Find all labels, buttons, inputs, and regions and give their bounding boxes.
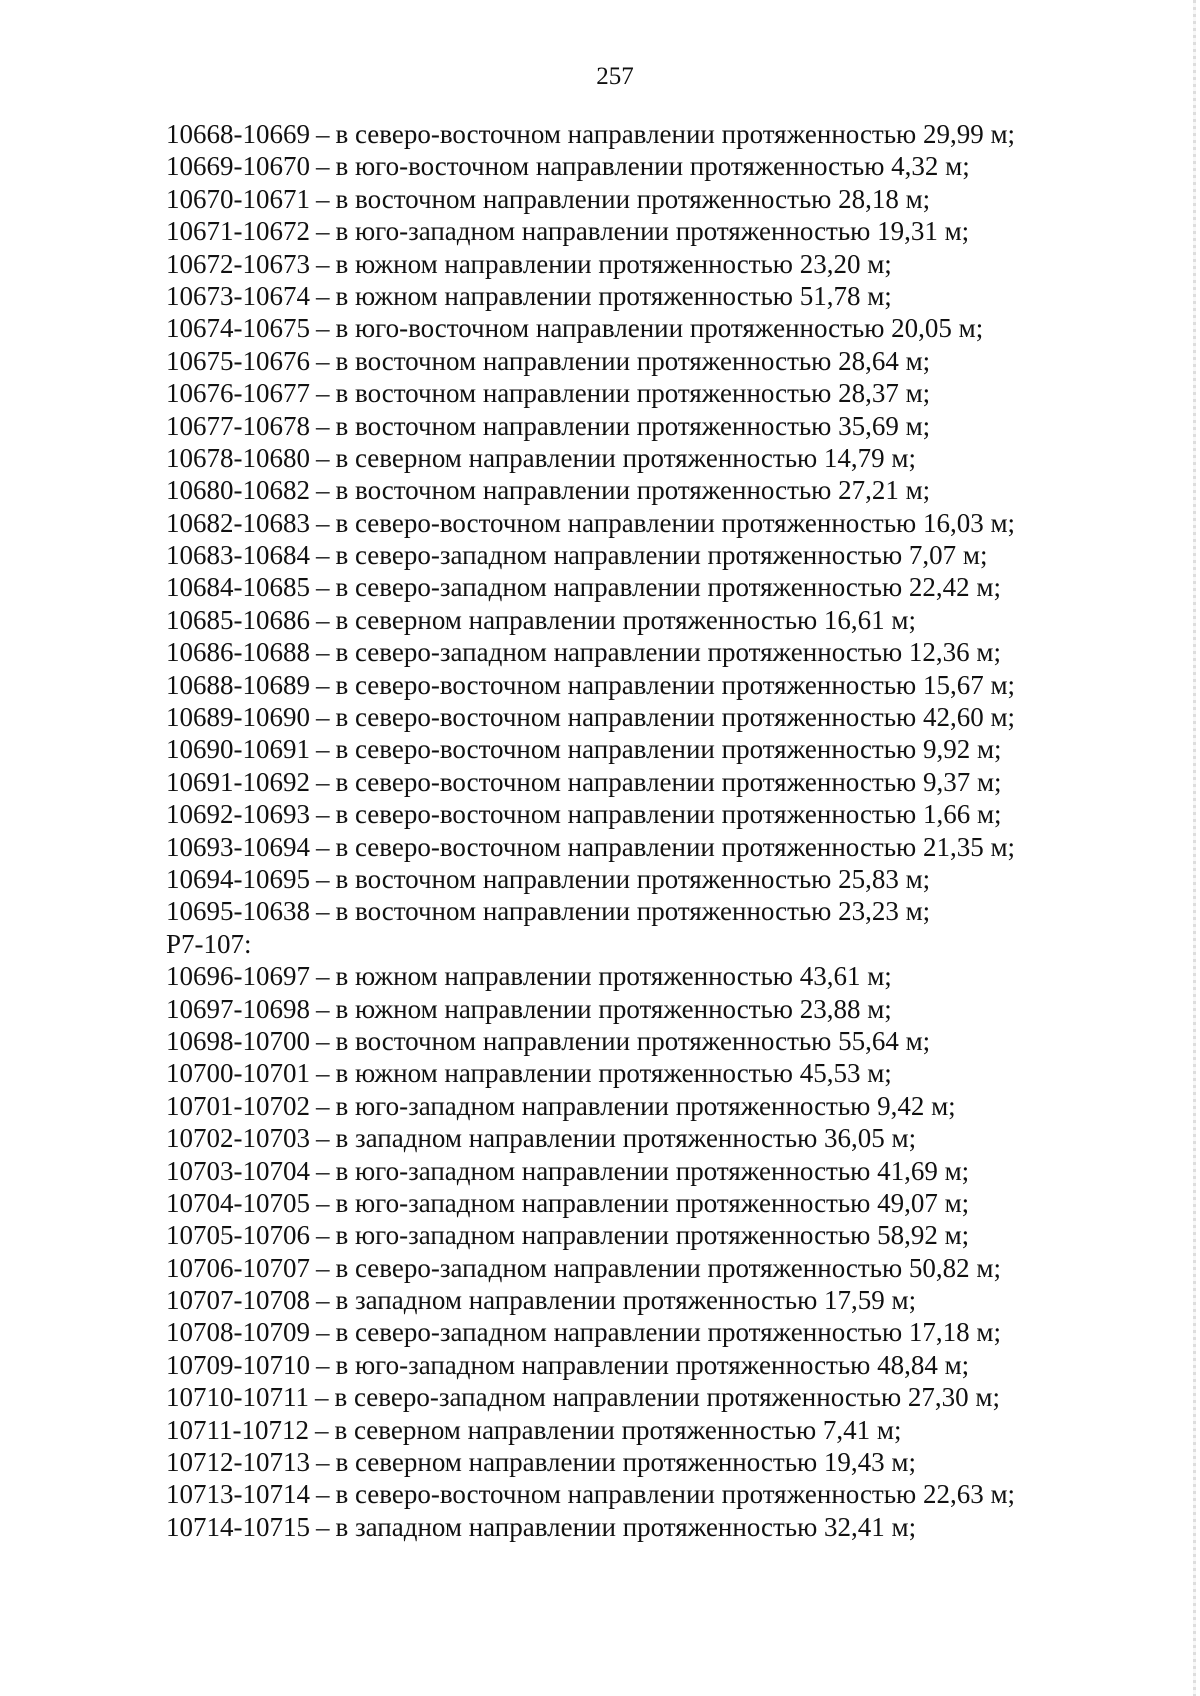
dash-separator: – — [316, 863, 330, 894]
segment-description: в юго-западном направлении протяженностью 58,92 м; — [335, 1220, 970, 1251]
dash-separator: – — [316, 766, 330, 797]
segment-description: в северо-западном направлении протяженностью 12,36 м; — [335, 637, 1001, 668]
dash-separator: – — [316, 345, 330, 376]
segment-description: в западном направлении протяженностью 32,41 м; — [335, 1511, 917, 1542]
section-header: Р7-107: — [166, 928, 252, 959]
boundary-line — [166, 701, 1166, 733]
segment-id: 10709-10710 — [166, 1349, 310, 1380]
segment-description: в северо-западном направлении протяженностью 17,18 м; — [335, 1317, 1001, 1348]
segment-id: 10711-10712 — [166, 1414, 309, 1445]
dash-separator: – — [315, 1382, 329, 1413]
segment-description: в северо-восточном направлении протяженностью 9,92 м; — [335, 734, 1002, 765]
dash-separator: – — [316, 507, 330, 538]
dash-separator: – — [316, 1317, 330, 1348]
dash-separator: – — [316, 1479, 330, 1510]
segment-id: 10669-10670 — [166, 151, 310, 182]
boundary-line — [166, 539, 1166, 571]
segment-id: 10698-10700 — [166, 1025, 310, 1056]
dash-separator: – — [316, 572, 330, 603]
boundary-line — [166, 507, 1166, 539]
boundary-line — [166, 993, 1166, 1025]
boundary-line — [166, 312, 1166, 344]
segment-id: 10700-10701 — [166, 1058, 310, 1089]
segment-description: в северо-восточном направлении протяженностью 9,37 м; — [335, 766, 1002, 797]
boundary-line — [166, 1511, 1166, 1543]
segment-id: 10668-10669 — [166, 119, 310, 149]
segment-id: 10697-10698 — [166, 993, 310, 1024]
dash-separator: – — [316, 993, 330, 1024]
boundary-line — [166, 1025, 1166, 1057]
dash-separator: – — [316, 702, 330, 733]
segment-id: 10672-10673 — [166, 248, 310, 279]
segment-description: в северном направлении протяженностью 19,43 м; — [335, 1447, 917, 1478]
boundary-line — [166, 1284, 1166, 1316]
segment-description: в северо-восточном направлении протяженностью 22,63 м; — [335, 1479, 1016, 1510]
boundary-line — [166, 895, 1166, 927]
boundary-line — [166, 215, 1166, 247]
segment-id: 10684-10685 — [166, 572, 310, 603]
segment-description: в западном направлении протяженностью 17,59 м; — [335, 1285, 917, 1316]
segment-description: в северо-восточном направлении протяженностью 15,67 м; — [335, 669, 1016, 700]
dash-separator: – — [316, 1349, 330, 1380]
segment-description: в северном направлении протяженностью 7,41 м; — [334, 1414, 902, 1445]
segment-id: 10712-10713 — [166, 1447, 310, 1478]
dash-separator: – — [316, 1252, 330, 1283]
dash-separator: – — [315, 1414, 329, 1445]
segment-id: 10689-10690 — [166, 702, 310, 733]
dash-separator: – — [316, 442, 330, 473]
segment-id: 10706-10707 — [166, 1252, 310, 1283]
segment-id: 10714-10715 — [166, 1511, 310, 1542]
dash-separator: – — [316, 1025, 330, 1056]
segment-description: в юго-восточном направлении протяженностью 4,32 м; — [335, 151, 970, 182]
segment-id: 10690-10691 — [166, 734, 310, 765]
boundary-line — [166, 798, 1166, 830]
segment-id: 10708-10709 — [166, 1317, 310, 1348]
dash-separator: – — [316, 734, 330, 765]
dash-separator: – — [316, 1058, 330, 1089]
segment-id: 10674-10675 — [166, 313, 310, 344]
segment-description: в северо-восточном направлении протяженностью 1,66 м; — [335, 799, 1002, 830]
dash-separator: – — [316, 1123, 330, 1154]
dash-separator: – — [316, 1155, 330, 1186]
boundary-line — [166, 1219, 1166, 1251]
segment-description: в северо-западном направлении протяженностью 27,30 м; — [334, 1382, 1000, 1413]
boundary-line — [166, 863, 1166, 895]
boundary-line — [166, 636, 1166, 668]
segment-id: 10682-10683 — [166, 507, 310, 538]
dash-separator: – — [316, 378, 330, 409]
dash-separator: – — [316, 1090, 330, 1121]
boundary-line — [166, 733, 1166, 765]
segment-id: 10676-10677 — [166, 378, 310, 409]
segment-description: в западном направлении протяженностью 36,05 м; — [335, 1123, 917, 1154]
dash-separator: – — [316, 896, 330, 927]
dash-separator: – — [316, 961, 330, 992]
segment-description: в восточном направлении протяженностью 55,64 м; — [335, 1025, 931, 1056]
boundary-line — [166, 1478, 1166, 1510]
segment-id: 10693-10694 — [166, 831, 310, 862]
boundary-line — [166, 118, 1166, 150]
segment-description: в северном направлении протяженностью 16,61 м; — [335, 604, 917, 635]
boundary-line — [166, 183, 1166, 215]
segment-description: в северо-восточном направлении протяженностью 29,99 м; — [335, 119, 1016, 149]
dash-separator: – — [316, 248, 330, 279]
boundary-line — [166, 280, 1166, 312]
segment-description: в северо-западном направлении протяженностью 7,07 м; — [335, 540, 988, 571]
dash-separator: – — [316, 475, 330, 506]
dash-separator: – — [316, 1285, 330, 1316]
segment-id: 10703-10704 — [166, 1155, 310, 1186]
segment-description: в юго-западном направлении протяженностью 19,31 м; — [335, 216, 970, 247]
segment-description: в южном направлении протяженностью 45,53 м; — [335, 1058, 892, 1089]
boundary-line — [166, 1381, 1166, 1413]
boundary-description-list — [166, 118, 1166, 1543]
segment-description: в восточном направлении протяженностью 27,21 м; — [335, 475, 931, 506]
boundary-line — [166, 410, 1166, 442]
segment-description: в южном направлении протяженностью 23,88 м; — [335, 993, 892, 1024]
segment-description: в восточном направлении протяженностью 35,69 м; — [335, 410, 931, 441]
dash-separator: – — [316, 604, 330, 635]
segment-id: 10678-10680 — [166, 442, 310, 473]
boundary-line — [166, 345, 1166, 377]
segment-id: 10683-10684 — [166, 540, 310, 571]
boundary-line — [166, 1252, 1166, 1284]
boundary-line — [166, 1155, 1166, 1187]
boundary-line — [166, 669, 1166, 701]
segment-id: 10696-10697 — [166, 961, 310, 992]
page-number: 257 — [596, 63, 634, 90]
segment-description: в юго-восточном направлении протяженностью 20,05 м; — [335, 313, 984, 344]
segment-description: в восточном направлении протяженностью 28,18 м; — [335, 183, 931, 214]
segment-id: 10704-10705 — [166, 1187, 310, 1218]
segment-id: 10707-10708 — [166, 1285, 310, 1316]
boundary-line — [166, 1090, 1166, 1122]
dash-separator: – — [316, 637, 330, 668]
dash-separator: – — [316, 1220, 330, 1251]
boundary-line — [166, 377, 1166, 409]
segment-id: 10675-10676 — [166, 345, 310, 376]
dash-separator: – — [316, 1447, 330, 1478]
boundary-line — [166, 1122, 1166, 1154]
segment-description: в юго-западном направлении протяженностью 9,42 м; — [335, 1090, 956, 1121]
boundary-line — [166, 960, 1166, 992]
boundary-line — [166, 150, 1166, 182]
segment-id: 10695-10638 — [166, 896, 310, 927]
boundary-line — [166, 474, 1166, 506]
segment-id: 10691-10692 — [166, 766, 310, 797]
dash-separator: – — [316, 1187, 330, 1218]
boundary-line — [166, 1316, 1166, 1348]
segment-description: в южном направлении протяженностью 51,78 м; — [335, 280, 892, 311]
segment-id: 10688-10689 — [166, 669, 310, 700]
dash-separator: – — [316, 540, 330, 571]
segment-id: 10705-10706 — [166, 1220, 310, 1251]
segment-id: 10710-10711 — [166, 1382, 309, 1413]
boundary-line — [166, 604, 1166, 636]
dash-separator: – — [316, 313, 330, 344]
segment-description: в восточном направлении протяженностью 28,64 м; — [335, 345, 931, 376]
segment-description: в северо-восточном направлении протяженностью 42,60 м; — [335, 702, 1016, 733]
dash-separator: – — [316, 669, 330, 700]
dash-separator: – — [316, 183, 330, 214]
boundary-line — [166, 1057, 1166, 1089]
segment-description: в юго-западном направлении протяженностью 48,84 м; — [335, 1349, 970, 1380]
segment-id: 10686-10688 — [166, 637, 310, 668]
segment-description: в северо-восточном направлении протяженностью 21,35 м; — [335, 831, 1016, 862]
segment-id: 10701-10702 — [166, 1090, 310, 1121]
scan-edge-artifact — [1193, 0, 1196, 1696]
dash-separator: – — [316, 831, 330, 862]
segment-description: в северо-западном направлении протяженностью 22,42 м; — [335, 572, 1001, 603]
segment-id: 10694-10695 — [166, 863, 310, 894]
boundary-line — [166, 1187, 1166, 1219]
dash-separator: – — [316, 119, 330, 149]
segment-id: 10671-10672 — [166, 216, 310, 247]
segment-description: в восточном направлении протяженностью 28,37 м; — [335, 378, 931, 409]
segment-description: в юго-западном направлении протяженностью 49,07 м; — [335, 1187, 970, 1218]
dash-separator: – — [316, 280, 330, 311]
segment-id: 10670-10671 — [166, 183, 310, 214]
segment-id: 10685-10686 — [166, 604, 310, 635]
dash-separator: – — [316, 216, 330, 247]
segment-id: 10692-10693 — [166, 799, 310, 830]
segment-description: в северо-восточном направлении протяженностью 16,03 м; — [335, 507, 1016, 538]
segment-description: в северо-западном направлении протяженностью 50,82 м; — [335, 1252, 1001, 1283]
segment-id: 10677-10678 — [166, 410, 310, 441]
segment-id: 10713-10714 — [166, 1479, 310, 1510]
segment-description: в восточном направлении протяженностью 23,23 м; — [335, 896, 931, 927]
segment-id: 10673-10674 — [166, 280, 310, 311]
segment-description: в северном направлении протяженностью 14,79 м; — [335, 442, 917, 473]
segment-description: в юго-западном направлении протяженностью 41,69 м; — [335, 1155, 970, 1186]
boundary-line — [166, 248, 1166, 280]
dash-separator: – — [316, 1511, 330, 1542]
boundary-line — [166, 571, 1166, 603]
segment-id: 10680-10682 — [166, 475, 310, 506]
boundary-line — [166, 1414, 1166, 1446]
dash-separator: – — [316, 799, 330, 830]
segment-description: в восточном направлении протяженностью 25,83 м; — [335, 863, 931, 894]
segment-description: в южном направлении протяженностью 23,20 м; — [335, 248, 892, 279]
segment-description: в южном направлении протяженностью 43,61 м; — [335, 961, 892, 992]
dash-separator: – — [316, 410, 330, 441]
boundary-line — [166, 1349, 1166, 1381]
dash-separator: – — [316, 151, 330, 182]
boundary-line — [166, 442, 1166, 474]
boundary-line — [166, 831, 1166, 863]
boundary-line — [166, 1446, 1166, 1478]
boundary-line — [166, 766, 1166, 798]
segment-id: 10702-10703 — [166, 1123, 310, 1154]
